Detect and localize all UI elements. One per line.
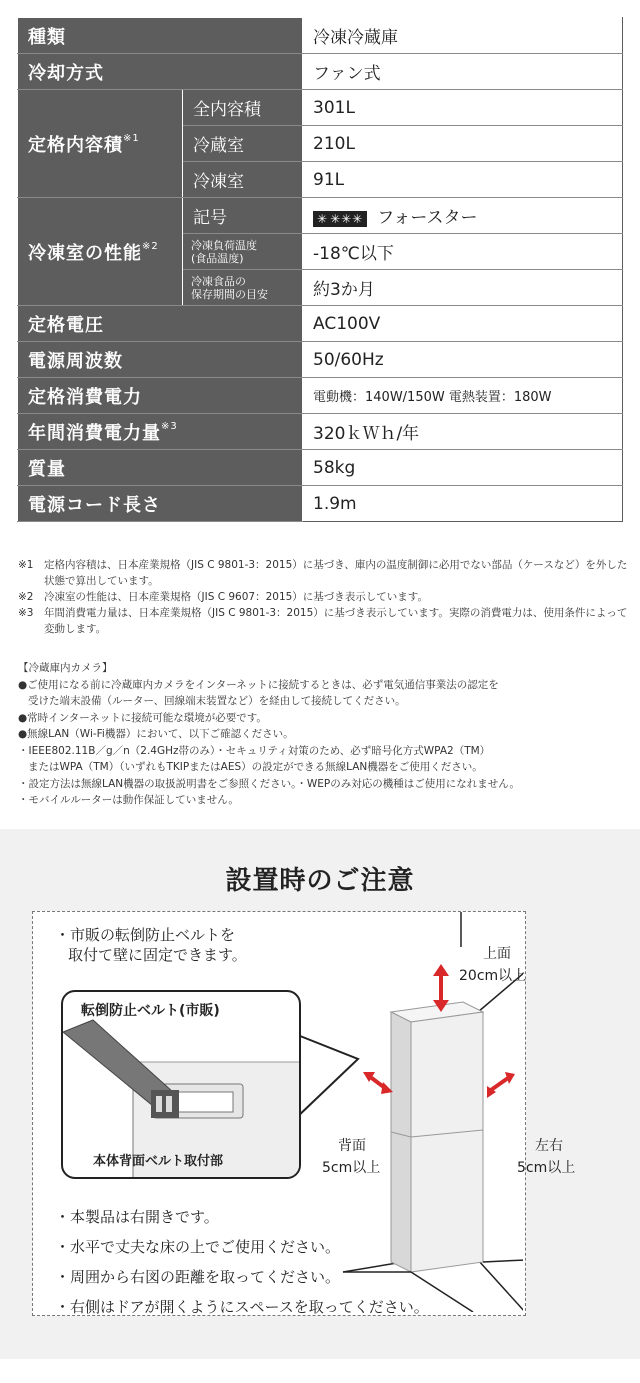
cooling-label: 冷却方式: [18, 54, 303, 90]
freeze-perf-mark: ※2: [142, 240, 159, 252]
symbol-value-cell: [303, 198, 623, 234]
camera-line: 受けた端末設備（ルーター、回線端末装置など）を経由して接続してください。: [28, 695, 406, 707]
belt-text-2: 取付て壁に固定できます。: [68, 946, 247, 964]
side-clearance-label: 左右: [535, 1138, 563, 1154]
camera-notes: [18, 660, 633, 809]
footnote: ※1 定格内容積は、日本産業規格（JIS C 9801-3：2015）に基づき、庫内の温度制御に必用でない部品（ケースなど）を外した状態で算出しています。: [18, 559, 628, 587]
power-label: 定格消費電力: [18, 378, 303, 414]
type-label: 種類: [18, 18, 303, 54]
load-temp-label: 冷凍負荷温度 (食品温度): [183, 234, 303, 270]
total-value: 301L: [303, 90, 623, 126]
storage-value: 約3か月: [303, 270, 623, 306]
camera-line: ・IEEE802.11B／g／n（2.4GHz帯のみ）・セキュリティ対策のため、必ず暗号化方式WPA2（TM）: [18, 744, 491, 757]
fridge-label: 冷蔵室: [183, 126, 303, 162]
install-frame: [32, 911, 576, 1316]
callout-bottom: 本体背面ベルト取付部: [93, 1154, 224, 1169]
camera-title: 【冷蔵庫内カメラ】: [18, 662, 113, 674]
top-clearance-label: 上面: [483, 946, 511, 962]
footer-spacer: [0, 1359, 640, 1383]
annual-value: 320ｋＷｈ/年: [303, 414, 623, 450]
top-clearance-value: 20cm以上: [459, 968, 527, 984]
annual-label: 年間消費電力量$^{※3}$: [18, 414, 303, 450]
camera-line: ・モバイルルーターは動作保証していません。: [18, 794, 239, 806]
footnotes: [18, 557, 628, 637]
camera-line: またはWPA（TM）（いずれもTKIPまたはAES）の設定ができる無線LAN機器をご使用ください。: [28, 761, 483, 773]
install-bullet: ・水平で丈夫な床の上でご使用ください。: [55, 1238, 341, 1256]
freezer-value: 91L: [303, 162, 623, 198]
belt-text-1: ・市販の転倒防止ベルトを: [55, 926, 236, 944]
type-value: 冷凍冷蔵庫: [303, 18, 623, 54]
back-clearance-label: 背面: [338, 1138, 366, 1154]
freq-label: 電源周波数: [18, 342, 303, 378]
mass-value: 58kg: [303, 450, 623, 486]
capacity-label: 定格内容積$^{※1}$: [18, 90, 183, 198]
cooling-value: ファン式: [303, 54, 623, 90]
camera-line: ●無線LAN（Wi-Fi機器）において、以下ご確認ください。: [18, 728, 294, 740]
capacity-mark: ※1: [123, 132, 140, 144]
voltage-label: 定格電圧: [18, 306, 303, 342]
install-section: [0, 829, 640, 1359]
freeze-perf-label: 冷凍室の性能$^{※2}$: [18, 198, 183, 306]
side-clearance-value: 5cm以上: [517, 1160, 576, 1176]
voltage-value: AC100V: [303, 306, 623, 342]
camera-line: ●ご使用になる前に冷蔵庫内カメラをインターネットに接続するときは、必ず電気通信事業法の認定を: [18, 678, 499, 691]
star-symbol: ✳ ✳✳✳: [313, 211, 367, 227]
fridge-value: 210L: [303, 126, 623, 162]
symbol-label: 記号: [183, 198, 303, 234]
camera-line: ●常時インターネットに接続可能な環境が必要です。: [18, 711, 267, 724]
power-value: 電動機：140W/150W 電熱装置：180W: [303, 378, 623, 414]
annual-mark: ※3: [161, 420, 178, 432]
install-bullet: ・右側はドアが開くようにスペースを取ってください。: [55, 1298, 429, 1316]
belt-callout: [61, 990, 301, 1179]
back-clearance-value: 5cm以上: [322, 1160, 381, 1176]
symbol-value: フォースター: [377, 208, 478, 228]
freq-value: 50/60Hz: [303, 342, 623, 378]
callout-title: 転倒防止ベルト(市販): [81, 1003, 220, 1019]
load-temp-value: -18℃以下: [303, 234, 623, 270]
total-label: 全内容積: [183, 90, 303, 126]
install-bullet: ・本製品は右開きです。: [55, 1208, 219, 1226]
camera-line: ・設定方法は無線LAN機器の取扱説明書をご参照ください。・WEPのみ対応の機種はご使用になれません。: [18, 777, 520, 790]
install-title: 設置時のご注意: [225, 866, 415, 896]
cord-label: 電源コード長さ: [18, 486, 303, 522]
install-bullet: ・周囲から右図の距離を取ってください。: [55, 1268, 341, 1286]
mass-label: 質量: [18, 450, 303, 486]
footnote: ※2 冷凍室の性能は、日本産業規格（JIS C 9607：2015）に基づき表示しています。: [18, 591, 428, 603]
spec-table: [17, 17, 623, 522]
storage-label: 冷凍食品の 保存期間の目安: [183, 270, 303, 306]
cord-value: 1.9m: [303, 486, 623, 522]
footnote: ※3 年間消費電力量は、日本産業規格（JIS C 9801-3：2015）に基づき表示しています。実際の消費電力は、使用条件によって変動します。: [18, 607, 628, 635]
freezer-label: 冷凍室: [183, 162, 303, 198]
